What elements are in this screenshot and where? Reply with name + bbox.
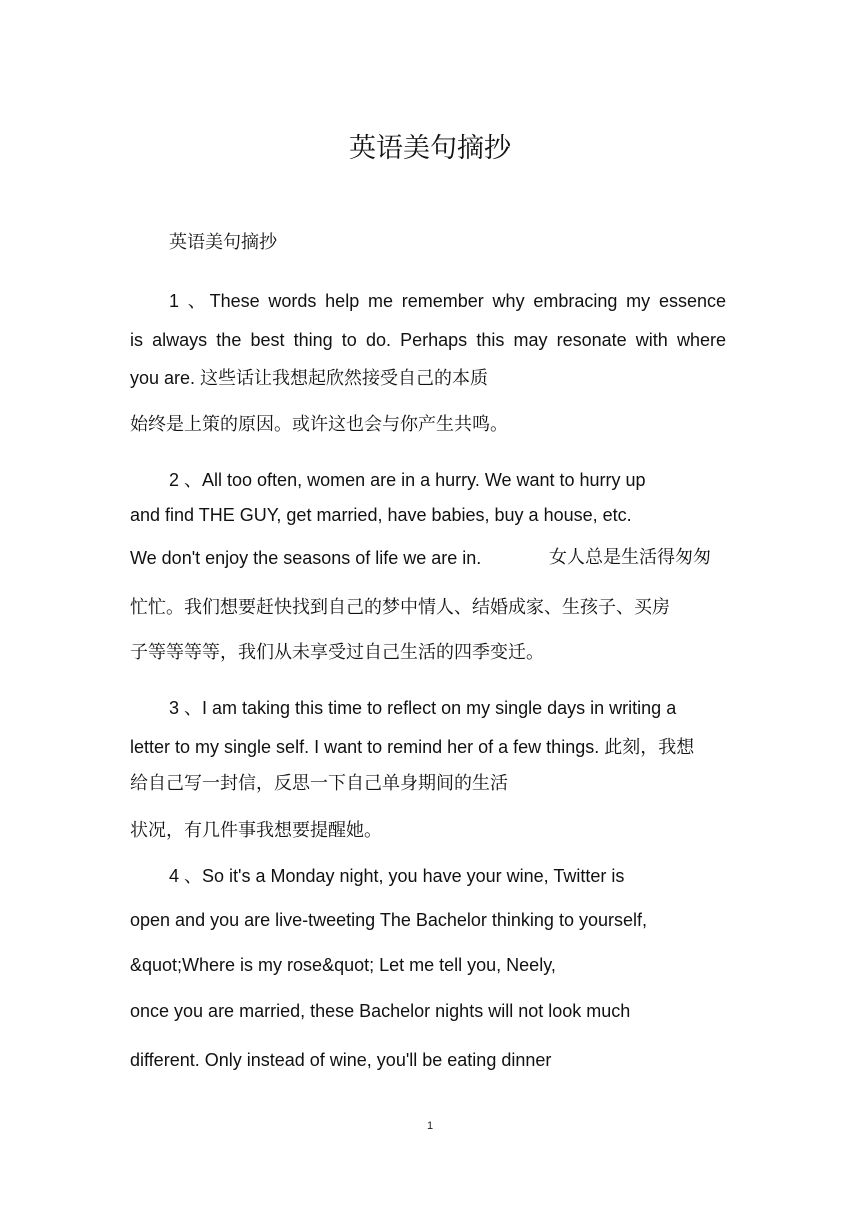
page-number: 1 [426, 1120, 434, 1132]
document-title: 英语美句摘抄 [349, 133, 511, 164]
item-3-line-2-chinese: 此刻，我想 [604, 737, 695, 758]
item-1-line-3 [130, 366, 488, 391]
item-2-line-3-chinese: 女人总是生活得匆匆 [549, 547, 711, 568]
item-2-chinese-line-1: 忙忙。我们想要赶快找到自己的梦中情人、结婚成家、生孩子、买房 [130, 597, 670, 618]
item-4-line-5: different. Only instead of wine, you'll be eating dinner [130, 1050, 552, 1070]
item-1-line-2: is always the best thing to do. Perhaps this may resonate with where [130, 330, 726, 350]
item-2-line-1: 2 、All too often, women are in a hurry. We want to hurry up [169, 470, 646, 490]
item-3-line-2 [130, 735, 694, 760]
item-4-line-2: open and you are live-tweeting The Bachelor thinking to yourself, [130, 910, 647, 930]
item-2-chinese-line-2: 子等等等等，我们从未享受过自己生活的四季变迁。 [130, 642, 544, 663]
document-subtitle: 英语美句摘抄 [169, 232, 277, 253]
item-4-line-1: 4 、So it's a Monday night, you have your wine, Twitter is [169, 866, 625, 886]
item-4-line-3: &quot;Where is my rose&quot; Let me tell you, Neely, [130, 955, 556, 975]
item-1-line-1: 1 、These words help me remember why embracing my essence [169, 291, 726, 311]
item-3-line-1: 3 、I am taking this time to reflect on my single days in writing a [169, 698, 677, 718]
item-1-line-3-english: you are. [130, 368, 201, 388]
item-4-line-4: once you are married, these Bachelor nights will not look much [130, 1001, 631, 1021]
item-3-chinese-line-1: 给自己写一封信，反思一下自己单身期间的生活 [130, 773, 508, 794]
item-2-line-2: and find THE GUY, get married, have babies, buy a house, etc. [130, 505, 632, 525]
item-2-line-3-english: We don't enjoy the seasons of life we are in. [130, 548, 482, 568]
item-1-line-3-chinese: 这些话让我想起欣然接受自己的本质 [200, 368, 489, 389]
item-1-chinese-line-1: 始终是上策的原因。或许这也会与你产生共鸣。 [130, 414, 508, 435]
item-3-chinese-line-2: 状况，有几件事我想要提醒她。 [130, 820, 382, 841]
item-3-line-2-english: letter to my single self. I want to remind her of a few things. [130, 737, 605, 757]
